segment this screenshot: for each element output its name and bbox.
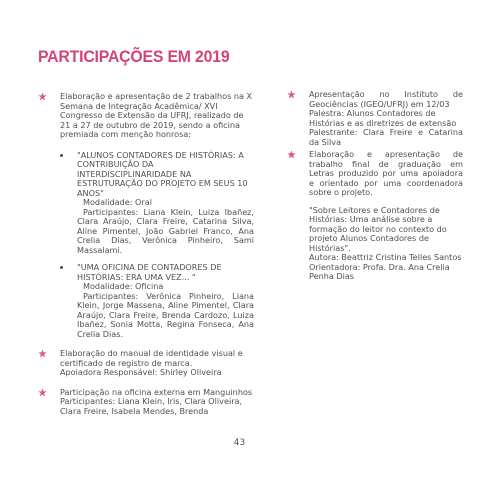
item-extra: Palestra: Alunos Contadores de Histórias e as diretrizes de extensão — [309, 108, 457, 128]
item-extra: Participantes: Liana Klein, Iris, Clara Oliveira, Clara Freire, Isabela Mendes, Brenda — [60, 396, 243, 416]
star-icon — [287, 90, 296, 99]
item-text: Elaboração e apresentação de 2 trabalhos na X Semana de Integração Acadêmica/ XVI Congresso de Extensão da UFRJ, realizado de 21 a 27 de outubro de 2019, sendo a oficina premiada com menção honrosa: — [60, 91, 253, 139]
list-item — [287, 150, 463, 282]
star-icon — [38, 388, 47, 397]
item-text: Elaboração e apresentação de trabalho final de graduação em Letras produzido por uma apoiadora e orientado por uma coordenadora sobre o projeto. — [309, 149, 463, 197]
work-title: "ALUNOS CONTADORES DE HISTÓRIAS: A CONTRIBUIÇÃO DA INTERDISCIPLINARIDADE NA ESTRUTURAÇÃO DO PROJETO EM SEUS 10 ANOS" — [77, 149, 248, 198]
sub-list-item — [60, 263, 254, 339]
list-item — [38, 349, 254, 378]
work-modality: Modalidade: Oficina — [83, 281, 164, 291]
bullet-dot — [60, 266, 63, 269]
thesis-advisor: Orientadora: Profa. Dra. Ana Crelia Penha Dias — [309, 261, 450, 281]
item-extra: Palestrante: Clara Freire e Catarina da Silva — [309, 127, 463, 147]
bullet-dot — [60, 154, 63, 157]
item-text: Participação na oficina externa em Manguinhos — [60, 386, 253, 397]
left-column — [38, 92, 254, 426]
list-item — [287, 90, 463, 147]
page-title: PARTICIPAÇÕES EM 2019 — [38, 47, 230, 66]
work-modality: Modalidade: Oral — [83, 197, 152, 207]
list-item — [38, 92, 254, 339]
item-text: Apresentação no Instituto de Geociências (IGEO/UFRJ) em 12/03 — [309, 89, 463, 109]
thesis-author: Autora: Beattriz Cristina Telles Santos — [309, 252, 462, 262]
sub-list-item — [60, 151, 254, 256]
item-extra: Apoiadora Responsável: Shirley Oliveira — [60, 367, 222, 377]
item-text: Elaboração do manual de identidade visual e certificado de registro de marca. — [60, 348, 243, 368]
thesis-title: "Sobre Leitores e Contadores de Histórias: Uma análise sobre a formação do leitor no contexto do projeto Alunos Contadores de Histórias". — [309, 204, 447, 253]
star-icon — [38, 349, 47, 358]
list-item — [38, 388, 254, 417]
work-participants: Participantes: Verônica Pinheiro, Liana Klein, Jorge Massena, Aline Pimentel, Clara Araújo, Clara Freire, Brenda Cardozo, Luiza Ibañez, Sonia Motta, Regina Fonseca, Ana Crelia Dias. — [77, 290, 254, 339]
star-icon — [38, 92, 47, 101]
right-column — [287, 90, 463, 292]
work-participants: Participantes: Liana Klein, Luiza Ibañez, Clara Araújo, Clara Freire, Catarina Silva, Aline Pimentel, João Gabriel Franco, Ana Crelia Dias, Verônica Pinheiro, Sami Massalami. — [77, 206, 254, 255]
star-icon — [287, 150, 296, 159]
work-title: "UMA OFICINA DE CONTADORES DE HISTÓRIAS: ERA UMA VEZ... " — [77, 262, 222, 282]
page-number: 43 — [233, 438, 246, 448]
